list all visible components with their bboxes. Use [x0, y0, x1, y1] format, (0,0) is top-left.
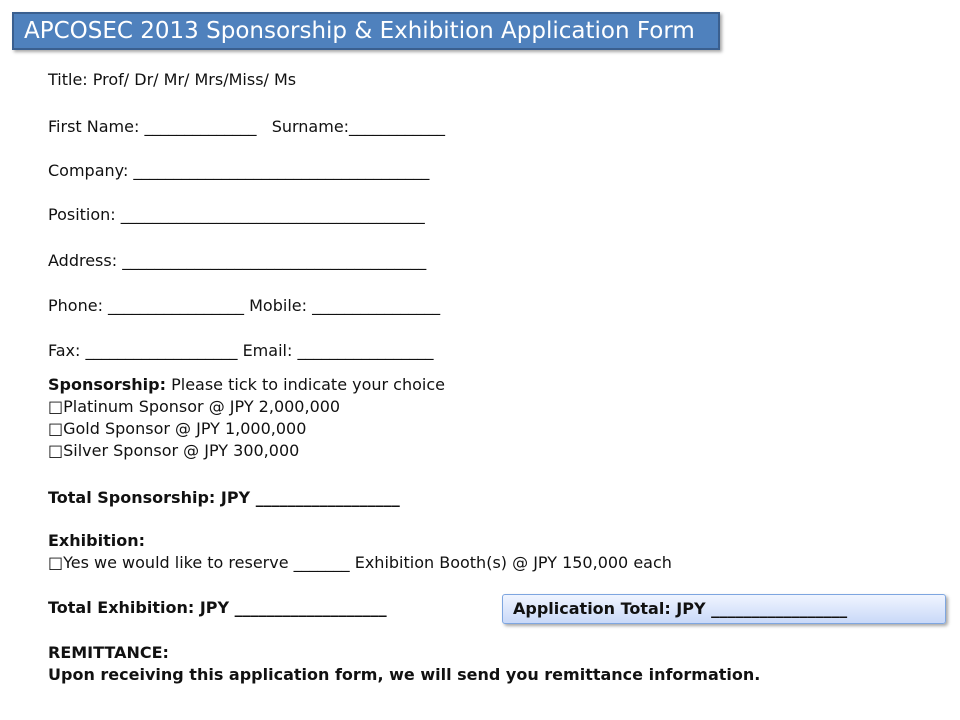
- title-field-line: Title: Prof/ Dr/ Mr/ Mrs/Miss/ Ms: [48, 70, 297, 89]
- remittance-heading: REMITTANCE:: [48, 643, 169, 662]
- exhibition-option[interactable]: □Yes we would like to reserve _______ Exhibition Booth(s) @ JPY 150,000 each: [48, 553, 672, 572]
- sponsorship-intro: [48, 375, 445, 395]
- fax-field-line: Fax: ___________________ Email: _________________: [48, 341, 434, 360]
- total-exhibition-line: Total Exhibition: JPY ___________________: [48, 598, 387, 617]
- form-title: APCOSEC 2013 Sponsorship & Exhibition Application Form: [12, 12, 720, 50]
- application-total-box: Application Total: JPY _________________: [502, 594, 946, 624]
- sponsorship-instruction: Please tick to indicate your choice: [166, 375, 445, 394]
- address-field-line: Address: ______________________________________: [48, 251, 427, 270]
- sponsor-option-platinum[interactable]: □Platinum Sponsor @ JPY 2,000,000: [48, 397, 341, 416]
- total-sponsorship-line: Total Sponsorship: JPY __________________: [48, 488, 400, 507]
- sponsorship-heading: Sponsorship:: [48, 375, 167, 394]
- remittance-text: Upon receiving this application form, we will send you remittance information.: [48, 665, 761, 684]
- phone-field-line: Phone: _________________ Mobile: ________________: [48, 296, 441, 315]
- name-field-line: First Name: ______________ Surname:____________: [48, 117, 446, 136]
- sponsor-option-gold[interactable]: □Gold Sponsor @ JPY 1,000,000: [48, 419, 307, 438]
- position-field-line: Position: ______________________________________: [48, 205, 425, 224]
- sponsor-option-silver[interactable]: □Silver Sponsor @ JPY 300,000: [48, 441, 300, 460]
- exhibition-heading: Exhibition:: [48, 531, 145, 550]
- company-field-line: Company: _____________________________________: [48, 161, 430, 180]
